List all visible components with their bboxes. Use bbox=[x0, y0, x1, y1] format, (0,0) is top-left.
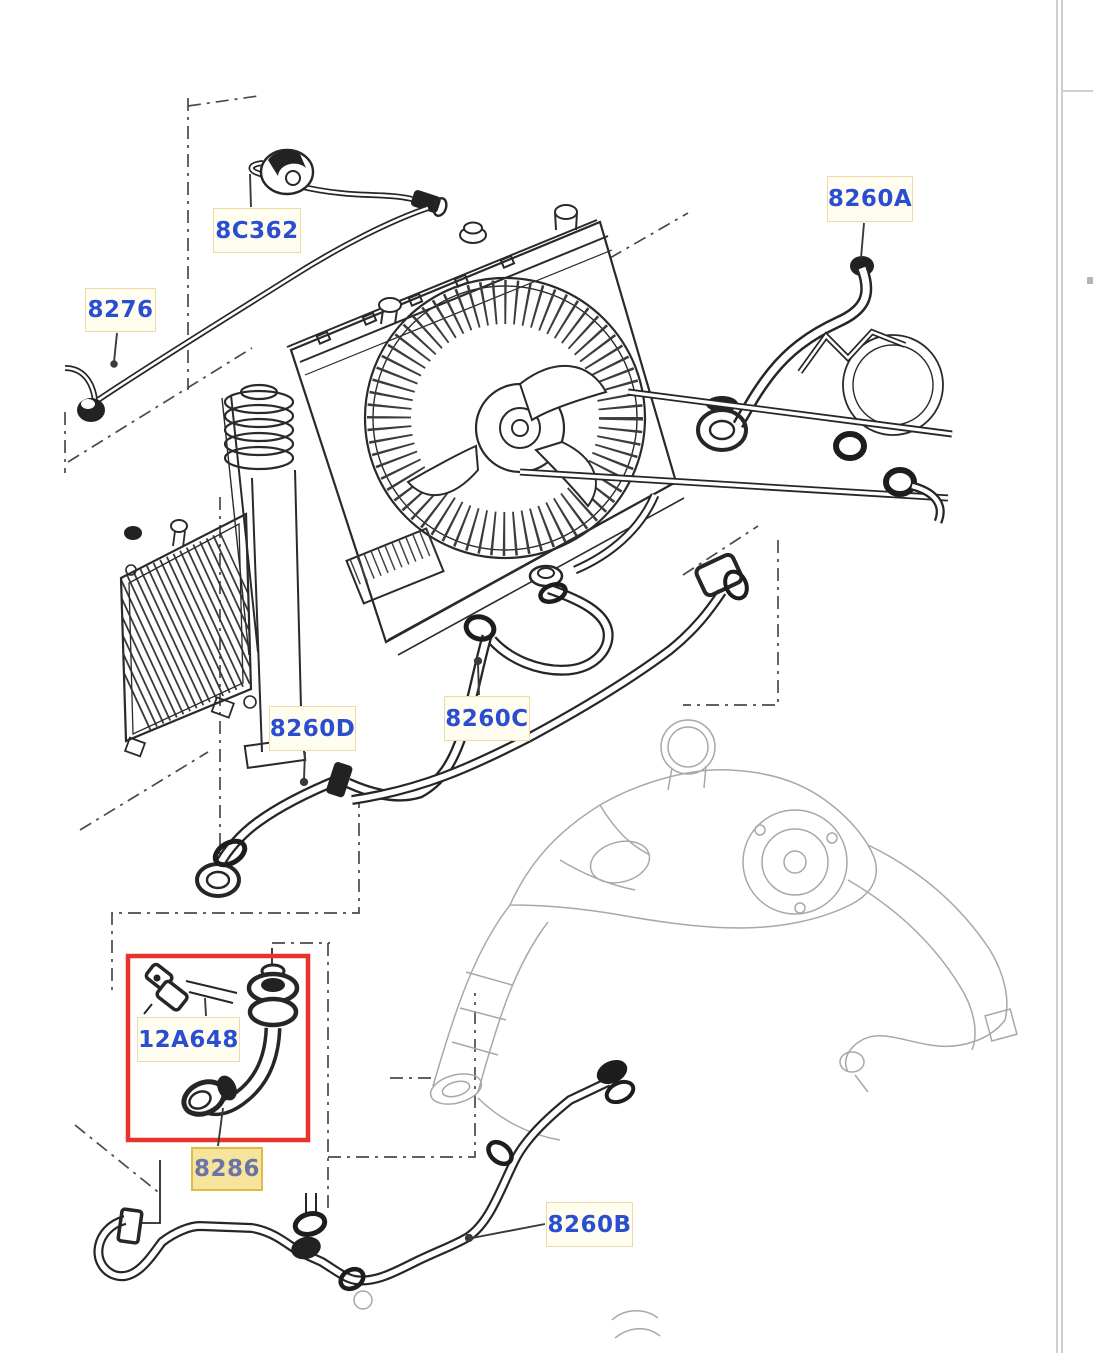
part-label-text: 8276 bbox=[87, 297, 154, 323]
panel-divider-line bbox=[1056, 0, 1058, 1353]
part-label-text: 8C362 bbox=[215, 217, 299, 244]
panel-divider-horizontal bbox=[1062, 90, 1093, 92]
part-label-8260C[interactable] bbox=[444, 696, 530, 741]
part-label-12A648[interactable] bbox=[137, 1017, 240, 1062]
scrollbar-track[interactable] bbox=[1061, 0, 1063, 1353]
part-label-8260D[interactable] bbox=[269, 706, 356, 751]
part-label-8260B[interactable] bbox=[546, 1202, 633, 1247]
auxiliary-cooler bbox=[118, 514, 252, 756]
part-label-text: 8260D bbox=[269, 715, 356, 742]
scrollbar-thumb[interactable] bbox=[1087, 277, 1093, 284]
part-label-8286-selected[interactable] bbox=[191, 1147, 263, 1191]
part-label-8260A[interactable] bbox=[827, 176, 913, 222]
part-label-text: 12A648 bbox=[138, 1026, 239, 1053]
part-label-text: 8286 bbox=[193, 1156, 260, 1182]
part-label-text: 8260C bbox=[445, 705, 529, 732]
hose-8260b bbox=[98, 1055, 636, 1293]
part-12a648-clamp bbox=[144, 963, 237, 1014]
radiator-fan-assembly bbox=[222, 205, 943, 655]
part-label-8276[interactable] bbox=[85, 288, 156, 332]
part-label-text: 8260B bbox=[547, 1211, 632, 1238]
part-label-8C362[interactable] bbox=[213, 208, 301, 253]
part-label-text: 8260A bbox=[827, 186, 913, 212]
